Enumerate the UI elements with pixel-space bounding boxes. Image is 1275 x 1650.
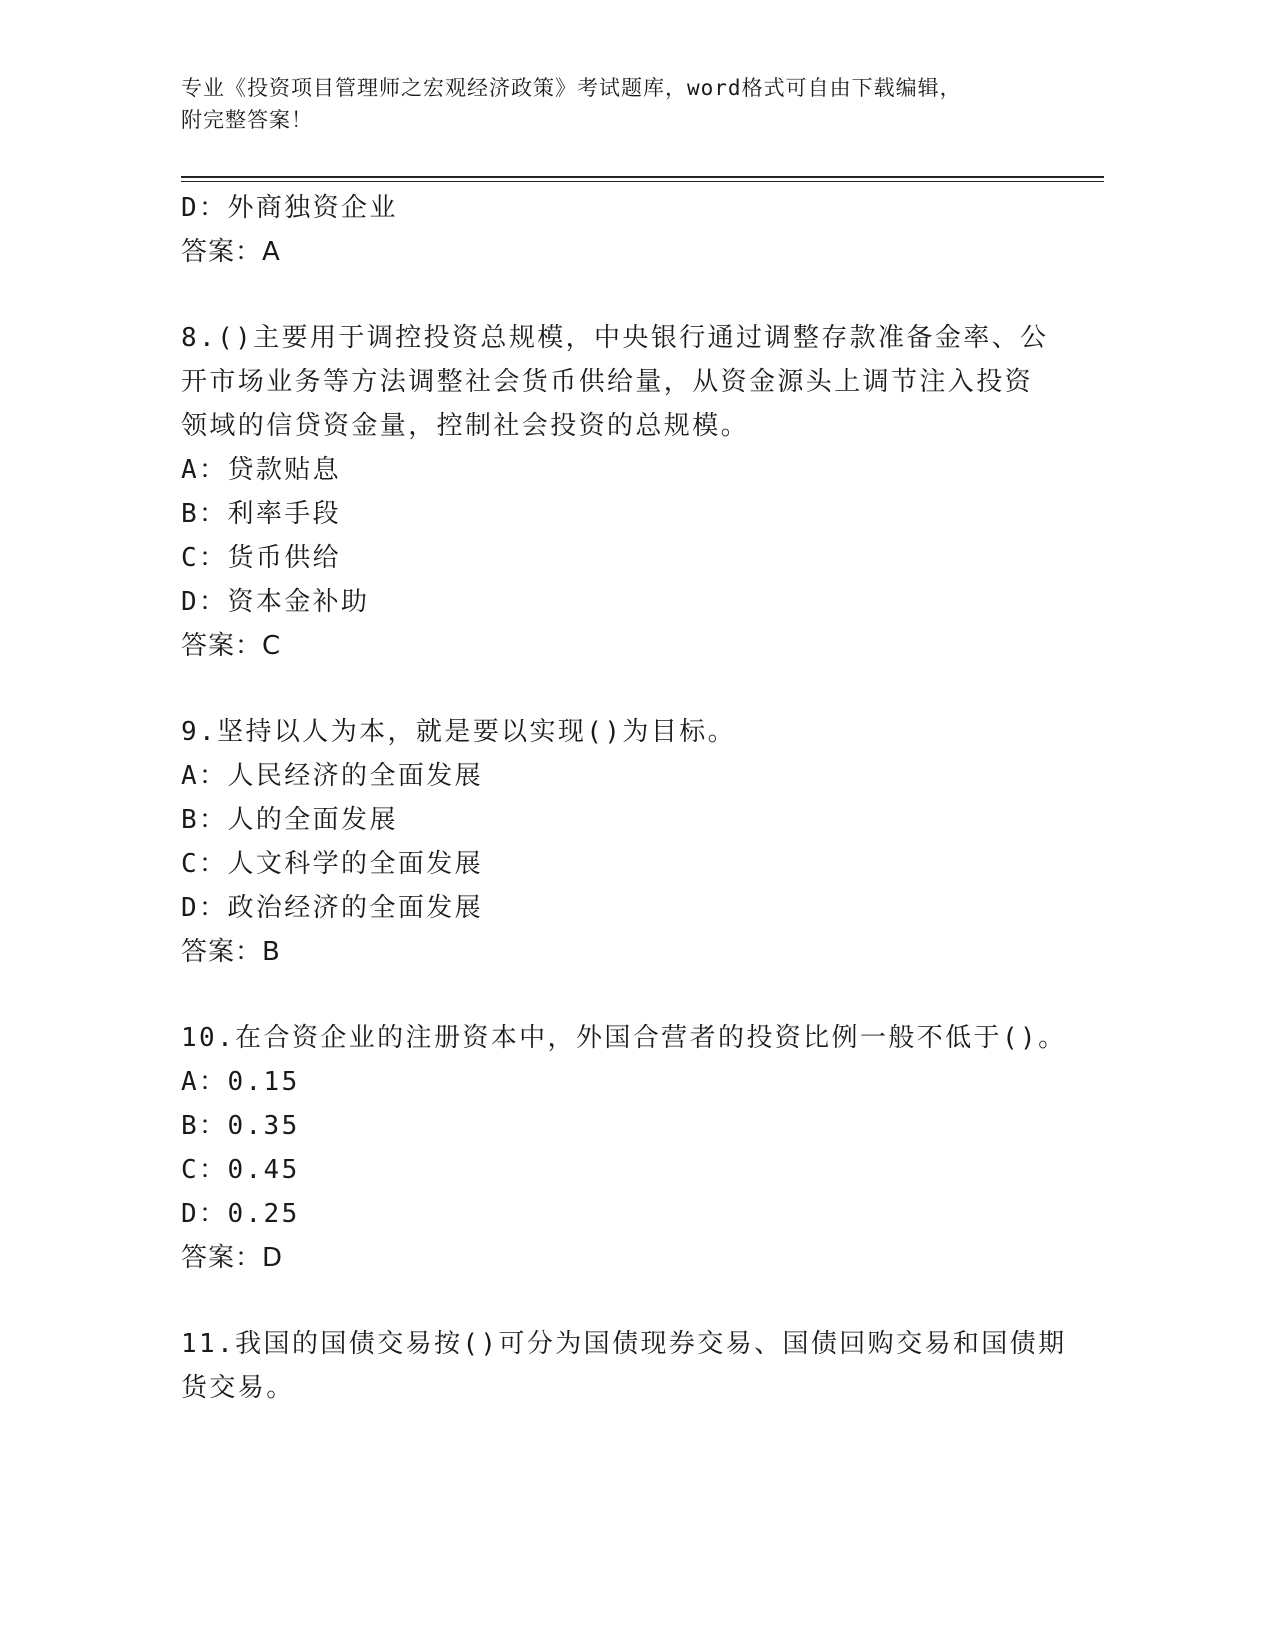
page-header [181,72,1081,136]
option-c: C：0.45 [181,1155,300,1185]
question-stem-line: 11.我国的国债交易按()可分为国债现券交易、国债回购交易和国债期 [181,1329,1067,1359]
option-b: B：人的全面发展 [181,805,398,835]
question-8 [181,316,1049,668]
header-divider-thick [181,176,1104,178]
answer-line: 答案：D [181,1243,284,1273]
spacer [181,974,1041,1016]
option-d: D：0.25 [181,1199,300,1229]
question-9 [181,710,1041,974]
header-line-2: 附完整答案！ [181,108,313,132]
spacer [181,274,1041,316]
header-line-1: 专业《投资项目管理师之宏观经济政策》考试题库，word格式可自由下载编辑， [181,76,962,100]
question-7 [181,186,1041,274]
question-stem-line: 货交易。 [181,1373,295,1403]
option-a: A：0.15 [181,1067,300,1097]
option-b: B：0.35 [181,1111,300,1141]
answer-line: 答案：B [181,937,281,967]
option-a: A：贷款贴息 [181,455,342,485]
option-d: D：外商独资企业 [181,193,398,223]
option-d: D：政治经济的全面发展 [181,893,484,923]
question-11 [181,1322,1067,1410]
answer-line: 答案：C [181,631,282,661]
question-stem-line: 领域的信贷资金量，控制社会投资的总规模。 [181,411,750,441]
question-stem-line: 8.()主要用于调控投资总规模，中央银行通过调整存款准备金率、公 [181,323,1049,353]
option-c: C：人文科学的全面发展 [181,849,484,879]
question-10 [181,1016,1067,1280]
answer-line: 答案：A [181,237,281,267]
spacer [181,1280,1041,1322]
header-divider-thin [181,181,1104,182]
option-d: D：资本金补助 [181,587,370,617]
option-a: A：人民经济的全面发展 [181,761,484,791]
question-stem: 9.坚持以人为本，就是要以实现()为目标。 [181,717,737,747]
question-stem: 10.在合资企业的注册资本中，外国合营者的投资比例一般不低于()。 [181,1023,1067,1053]
option-b: B：利率手段 [181,499,342,529]
question-content [181,186,1067,1410]
option-c: C：货币供给 [181,543,342,573]
spacer [181,668,1041,710]
question-stem-line: 开市场业务等方法调整社会货币供给量，从资金源头上调节注入投资 [181,367,1034,397]
